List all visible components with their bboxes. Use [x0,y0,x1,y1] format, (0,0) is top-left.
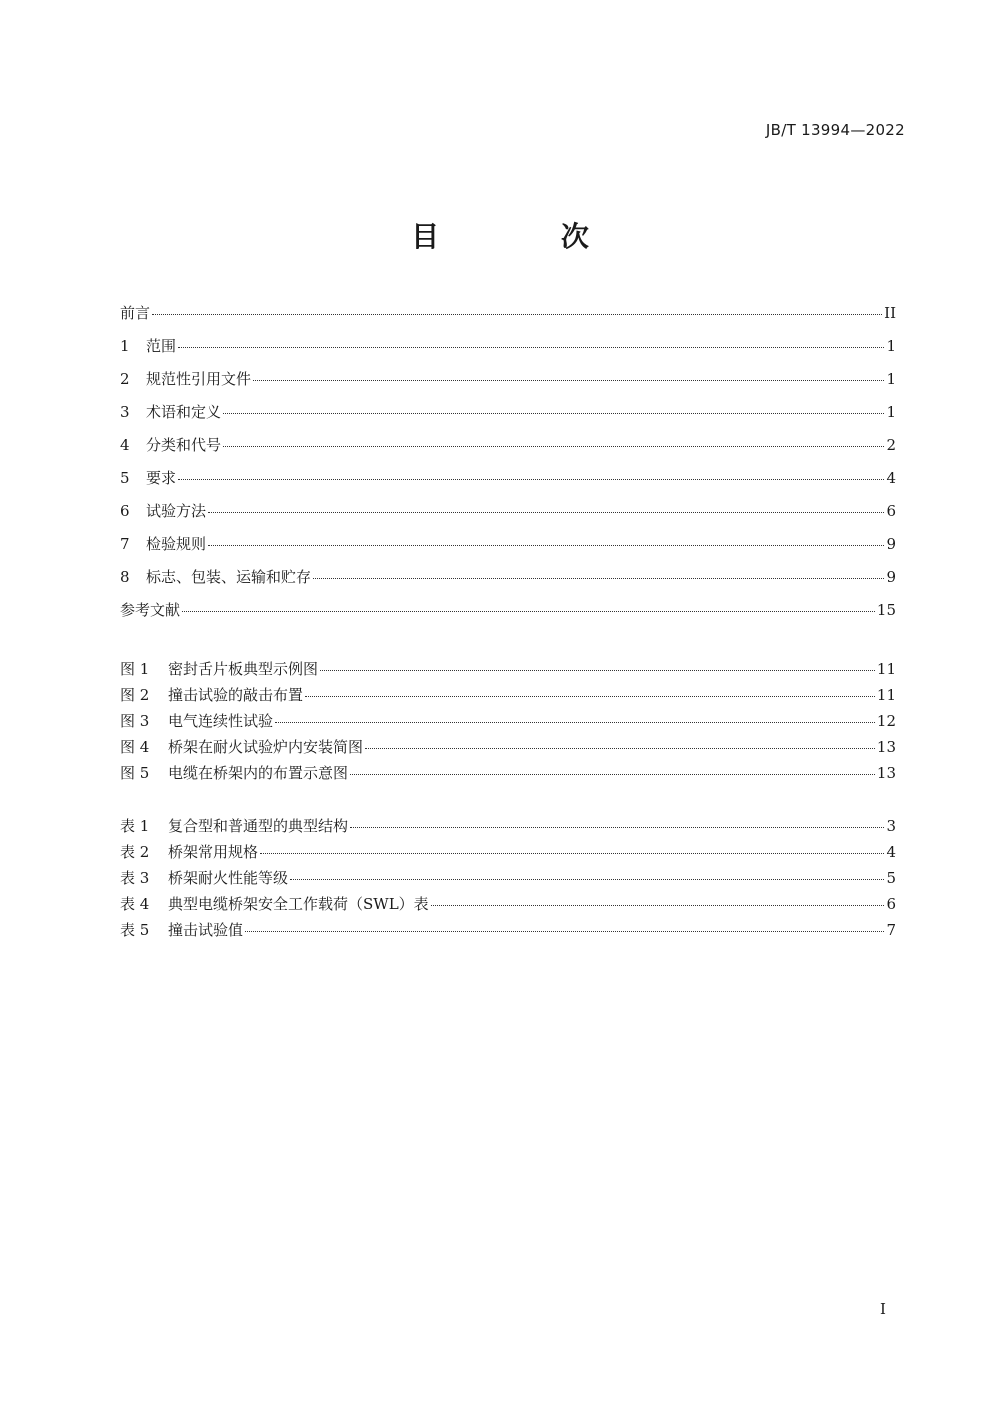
figure-page: 12 [876,712,896,730]
figure-entry-1[interactable] [120,658,896,684]
leader-dots [290,869,884,881]
figure-number: 图 1 [120,660,150,678]
figure-label: 撞击试验的敲击布置 [168,686,304,704]
table-page: 6 [886,895,896,913]
leader-dots [350,817,884,829]
figure-entry-5[interactable] [120,762,896,788]
toc-label: 标志、包装、运输和贮存 [146,568,312,586]
table-number: 表 4 [120,895,150,913]
toc-number: 7 [120,535,130,553]
toc-label: 试验方法 [146,502,207,520]
toc-number: 6 [120,502,130,520]
leader-dots [178,469,884,481]
toc-entry-5[interactable] [120,467,896,500]
figure-entry-4[interactable] [120,736,896,762]
table-label: 典型电缆桥架安全工作载荷（SWL）表 [168,895,429,913]
table-entry-2[interactable] [120,841,896,867]
toc-label: 分类和代号 [146,436,222,454]
table-entry-4[interactable] [120,893,896,919]
figure-number: 图 2 [120,686,150,704]
table-label: 桥架耐火性能等级 [168,869,289,887]
page-title: 目 次 [411,220,645,253]
toc-label: 术语和定义 [146,403,222,421]
toc-entry-7[interactable] [120,533,896,566]
leader-dots [253,370,884,382]
toc-page: 1 [886,370,896,388]
toc-page: 2 [886,436,896,454]
toc-label: 参考文献 [120,601,181,619]
table-entry-1[interactable] [120,815,896,841]
toc-page: 4 [886,469,896,487]
toc-figures [120,658,896,788]
leader-dots [313,568,884,580]
table-label: 复合型和普通型的典型结构 [168,817,349,835]
toc-number: 3 [120,403,130,421]
figure-number: 图 5 [120,764,150,782]
toc-page: 6 [886,502,896,520]
toc-page: II [884,304,896,322]
toc-entry-8[interactable] [120,566,896,599]
table-page: 5 [886,869,896,887]
toc-page: 9 [886,535,896,553]
toc-number: 1 [120,337,130,355]
toc-label: 范围 [146,337,177,355]
leader-dots [223,436,884,448]
toc-entry-2[interactable] [120,368,896,401]
figure-page: 13 [876,738,896,756]
figure-number: 图 4 [120,738,150,756]
toc-number: 5 [120,469,130,487]
table-page: 3 [886,817,896,835]
table-number: 表 5 [120,921,150,939]
leader-dots [350,764,875,776]
leader-dots [365,738,875,750]
leader-dots [178,337,884,349]
leader-dots [305,686,875,698]
toc-number: 4 [120,436,130,454]
standard-code: JB/T 13994—2022 [765,121,905,139]
toc-label: 前言 [120,304,151,322]
figure-label: 桥架在耐火试验炉内安装简图 [168,738,364,756]
toc-entry-6[interactable] [120,500,896,533]
toc-page: 1 [886,403,896,421]
toc-page: 9 [886,568,896,586]
leader-dots [208,535,884,547]
toc-page: 15 [876,601,896,619]
page-number: I [880,1300,886,1318]
table-entry-5[interactable] [120,919,896,945]
figure-entry-3[interactable] [120,710,896,736]
toc-entry-foreword[interactable] [120,302,896,335]
leader-dots [208,502,884,514]
figure-label: 电缆在桥架内的布置示意图 [168,764,349,782]
toc-main [120,302,896,632]
toc-label: 要求 [146,469,177,487]
leader-dots [320,660,875,672]
table-number: 表 2 [120,843,150,861]
table-number: 表 1 [120,817,150,835]
toc-tables [120,815,896,945]
toc-entry-bibliography[interactable] [120,599,896,632]
leader-dots [275,712,875,724]
figure-page: 11 [876,686,896,704]
leader-dots [182,601,875,613]
figure-number: 图 3 [120,712,150,730]
table-label: 撞击试验值 [168,921,244,939]
toc-entry-1[interactable] [120,335,896,368]
figure-page: 11 [876,660,896,678]
toc-label: 检验规则 [146,535,207,553]
figure-page: 13 [876,764,896,782]
leader-dots [245,921,884,933]
table-number: 表 3 [120,869,150,887]
toc-number: 8 [120,568,130,586]
table-page: 4 [886,843,896,861]
toc-label: 规范性引用文件 [146,370,252,388]
toc-entry-3[interactable] [120,401,896,434]
figure-label: 电气连续性试验 [168,712,274,730]
table-entry-3[interactable] [120,867,896,893]
leader-dots [223,403,884,415]
figure-label: 密封舌片板典型示例图 [168,660,319,678]
toc-page: 1 [886,337,896,355]
figure-entry-2[interactable] [120,684,896,710]
toc-number: 2 [120,370,130,388]
table-label: 桥架常用规格 [168,843,259,861]
leader-dots [260,843,884,855]
toc-entry-4[interactable] [120,434,896,467]
leader-dots [152,304,882,316]
table-page: 7 [886,921,896,939]
leader-dots [431,895,885,907]
